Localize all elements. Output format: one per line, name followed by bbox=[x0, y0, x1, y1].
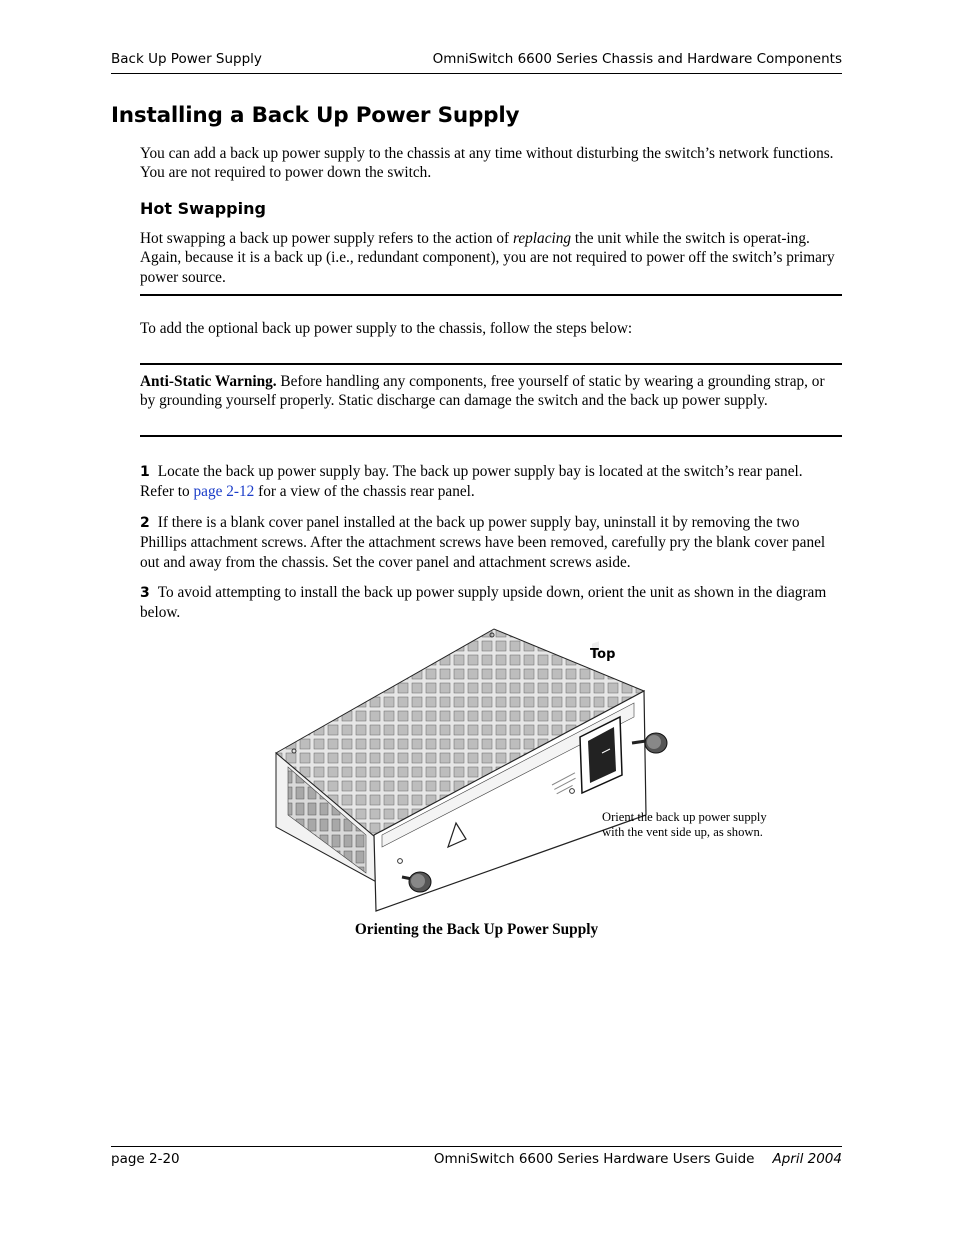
step-number: 3 bbox=[140, 585, 150, 601]
figure-caption: Orienting the Back Up Power Supply bbox=[354, 921, 599, 938]
page-number: page 2-20 bbox=[111, 1151, 180, 1167]
guide-title: OmniSwitch 6600 Series Hardware Users Guide bbox=[433, 1151, 755, 1167]
divider-rule bbox=[140, 294, 842, 296]
hot-swapping-paragraph bbox=[140, 229, 840, 287]
hot-swapping-heading: Hot Swapping bbox=[140, 199, 266, 218]
footer-right bbox=[434, 1151, 842, 1167]
header-right: OmniSwitch 6600 Series Chassis and Hardware Components bbox=[432, 51, 842, 67]
publication-date: April 2004 bbox=[772, 1151, 842, 1167]
header-rule bbox=[111, 73, 842, 74]
step-3-text: To avoid attempting to install the back up power supply upside down, orient the unit as shown in the diagram below. bbox=[140, 584, 827, 622]
warning-text: Before handling any components, free yourself of static by wearing a grounding strap, or by grounding yourself properly. Static discharge can damage the switch and the back up power supply. bbox=[140, 373, 825, 410]
running-footer bbox=[111, 1151, 842, 1167]
section-title: Installing a Back Up Power Supply bbox=[111, 103, 520, 128]
step-1-text-before: Locate the back up power supply bay. The back up power supply bay is located at the switch’s rear panel. Refer to bbox=[140, 463, 803, 501]
step-number: 1 bbox=[140, 464, 150, 480]
intro-paragraph: You can add a back up power supply to the chassis at any time without disturbing the switch’s network functions. You are not required to power down the switch. bbox=[140, 145, 834, 182]
warning-top-rule bbox=[140, 363, 842, 365]
step-1 bbox=[140, 462, 840, 502]
header-left: Back Up Power Supply bbox=[111, 51, 262, 67]
hot-swapping-emphasis: replacing bbox=[512, 230, 572, 247]
power-supply-illustration bbox=[270, 625, 760, 915]
step-1-text-after: for a view of the chassis rear panel. bbox=[254, 483, 475, 501]
step-2-text: If there is a blank cover panel installed at the back up power supply bay, uninstall it by removing the two Phillips attachment screws. After the attachment screws have been removed, carefully pry the blank cover panel out and away from the chassis. Set the cover panel and attachment screws aside. bbox=[140, 514, 826, 571]
top-label: Top bbox=[590, 647, 616, 662]
warning-bottom-rule bbox=[140, 435, 842, 437]
footer-rule bbox=[111, 1146, 842, 1147]
orientation-note: Orient the back up power supply with the vent side up, as shown. bbox=[602, 810, 767, 839]
hot-swapping-text-after: the unit while the switch is operat-ing. Again, because it is a back up (i.e., redundant component), you are not required to power off the switch’s primary power source. bbox=[140, 230, 835, 286]
page-2-12-link[interactable]: page 2-12 bbox=[193, 483, 255, 501]
step-2 bbox=[140, 513, 840, 572]
hot-swapping-text-before: Hot swapping a back up power supply refers to the action of bbox=[140, 230, 513, 247]
anti-static-warning bbox=[140, 372, 840, 411]
step-number: 2 bbox=[140, 515, 150, 531]
warning-label: Anti-Static Warning. bbox=[140, 373, 277, 390]
step-3 bbox=[140, 583, 840, 623]
running-header bbox=[111, 51, 842, 67]
steps-intro: To add the optional back up power supply to the chassis, follow the steps below: bbox=[140, 320, 633, 337]
